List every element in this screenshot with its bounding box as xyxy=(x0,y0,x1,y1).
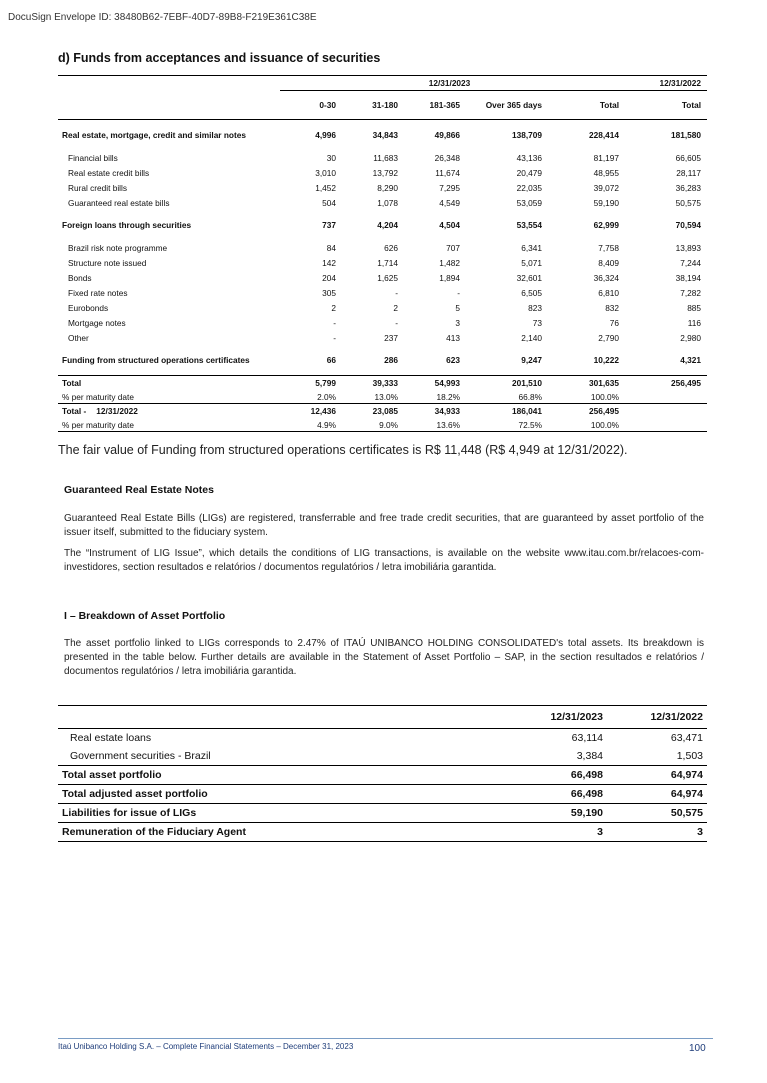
cell-value: 181,580 xyxy=(671,130,702,140)
row-label-text: Funding from structured operations certificates xyxy=(62,355,250,365)
cell-value: 10,222 xyxy=(593,355,620,365)
group-header-2022: 12/31/2022 xyxy=(625,76,707,91)
cell-value: 23,085 xyxy=(342,404,404,419)
row-label-text: % per maturity date xyxy=(62,419,134,430)
asset-table-header xyxy=(58,706,707,729)
cell-value: 138,709 xyxy=(512,130,542,140)
row-label xyxy=(58,285,280,300)
row-label-text: Financial bills xyxy=(68,152,118,163)
cell-value: 20,479 xyxy=(516,167,542,178)
cell-value: 3 xyxy=(455,317,460,328)
cell-value: 13,792 xyxy=(372,167,398,178)
row-label-text: Total adjusted asset portfolio xyxy=(62,788,208,800)
row-label xyxy=(58,390,280,404)
col-header: Total xyxy=(625,91,707,120)
cell-value: 18.2% xyxy=(436,391,460,402)
row-label xyxy=(58,376,280,391)
cell-value: 59,190 xyxy=(507,804,607,823)
guaranteed-paragraph-1: Guaranteed Real Estate Bills (LIGs) are registered, transferrable and free trade credit securities, that are guaranteed by asset portfolio of the issuer itself, submitted to the fiduciary system. xyxy=(64,513,704,538)
row-label xyxy=(58,766,507,785)
table-row xyxy=(58,165,707,180)
total-row xyxy=(58,376,707,391)
row-label-text: Eurobonds xyxy=(68,302,109,313)
row-label-text: Real estate loans xyxy=(70,732,152,744)
row-label xyxy=(58,747,507,766)
cell-value: 5 xyxy=(455,302,460,313)
subtotal-row-real-estate xyxy=(58,120,707,151)
cell-value: 43,136 xyxy=(516,152,542,163)
cell-value: 1,078 xyxy=(377,197,398,208)
cell-value: 7,244 xyxy=(680,257,702,268)
page-number: 100 xyxy=(689,1043,706,1054)
cell-value: 66,605 xyxy=(675,152,702,163)
cell-value: 7,758 xyxy=(598,242,620,253)
funds-header-groups xyxy=(58,76,707,91)
row-label xyxy=(58,270,280,285)
row-label xyxy=(58,418,280,432)
cell-value: 66 xyxy=(326,355,336,365)
cell-value: 34,843 xyxy=(372,130,398,140)
funds-table xyxy=(58,75,707,432)
col-header: 12/31/2023 xyxy=(507,706,607,729)
cell-value: 59,190 xyxy=(593,197,620,208)
cell-value: 7,282 xyxy=(680,287,702,298)
row-label xyxy=(58,315,280,330)
col-header: 0-30 xyxy=(280,91,342,120)
cell-value: 2,980 xyxy=(680,332,702,343)
cell-value: 28,117 xyxy=(676,167,702,178)
row-label xyxy=(58,300,280,315)
cell-value: 70,594 xyxy=(675,220,702,230)
row-label-text: Real estate credit bills xyxy=(68,167,150,178)
footer-divider xyxy=(58,1038,713,1039)
cell-value: - xyxy=(457,287,460,298)
cell-value: 186,041 xyxy=(466,404,548,419)
cell-value: 66,498 xyxy=(507,785,607,804)
cell-value: 707 xyxy=(446,242,460,253)
guaranteed-notes-heading: Guaranteed Real Estate Notes xyxy=(64,484,214,496)
cell-value: 413 xyxy=(446,332,460,343)
cell-value: 81,197 xyxy=(593,152,620,163)
cell-value xyxy=(625,418,707,432)
cell-value: 737 xyxy=(322,220,336,230)
row-label-text: Bonds xyxy=(68,272,92,283)
row-label-text: Structure note issued xyxy=(68,257,147,268)
section-title: d) Funds from acceptances and issuance of securities xyxy=(58,51,381,65)
row-label xyxy=(58,165,280,180)
cell-value: 1,625 xyxy=(377,272,398,283)
cell-value: 504 xyxy=(322,197,336,208)
cell-value: 7,295 xyxy=(439,182,460,193)
table-row xyxy=(58,240,707,255)
cell-value: 2,790 xyxy=(598,332,620,343)
cell-value: 256,495 xyxy=(625,376,707,391)
cell-value xyxy=(625,404,707,419)
cell-value: 256,495 xyxy=(548,404,625,419)
row-label-text: Brazil risk note programme xyxy=(68,242,168,253)
cell-value: 11,674 xyxy=(435,167,460,178)
cell-value: 8,409 xyxy=(598,257,620,268)
cell-value: 4,549 xyxy=(439,197,460,208)
row-label-text: Liabilities for issue of LIGs xyxy=(62,807,197,819)
footer-text: Itaú Unibanco Holding S.A. – Complete Financial Statements – December 31, 2023 xyxy=(58,1042,354,1051)
row-label xyxy=(58,729,507,748)
cell-value: 36,283 xyxy=(675,182,702,193)
cell-value: 63,114 xyxy=(571,732,603,744)
cell-value: 49,866 xyxy=(434,130,460,140)
cell-value: 72.5% xyxy=(466,418,548,432)
cell-value: 1,452 xyxy=(315,182,336,193)
percent-prev-row xyxy=(58,418,707,432)
cell-value: 142 xyxy=(322,257,336,268)
row-label xyxy=(58,120,280,151)
cell-value: 3 xyxy=(607,823,707,842)
cell-value: 50,575 xyxy=(675,197,702,208)
cell-value: 2,140 xyxy=(521,332,542,343)
total-prev-row xyxy=(58,404,707,419)
cell-value: 1,714 xyxy=(377,257,398,268)
row-label xyxy=(58,210,280,240)
table-row xyxy=(58,315,707,330)
cell-value: 12,436 xyxy=(280,404,342,419)
cell-value: 9.0% xyxy=(342,418,404,432)
row-label-text: Real estate, mortgage, credit and similar notes xyxy=(62,130,246,140)
cell-value: 2.0% xyxy=(317,391,336,402)
summary-row xyxy=(58,804,707,823)
subtotal-row-foreign xyxy=(58,210,707,240)
guaranteed-paragraph-2: The “Instrument of LIG Issue”, which details the conditions of LIG transactions, is available on the website www.itau.com.br/relacoes-com-investidores, section resultados e relatórios / documentos regulatórios / letra imobiliária garantida. xyxy=(64,548,704,573)
cell-value: 201,510 xyxy=(466,376,548,391)
row-label xyxy=(58,240,280,255)
cell-value: 22,035 xyxy=(516,182,542,193)
col-header: 12/31/2022 xyxy=(607,706,707,729)
cell-value: 3,384 xyxy=(576,750,603,762)
row-label-date: 12/31/2022 xyxy=(96,406,138,416)
table-row xyxy=(58,285,707,300)
cell-value: 39,333 xyxy=(342,376,404,391)
cell-value: 228,414 xyxy=(589,130,620,140)
cell-value: 53,554 xyxy=(516,220,542,230)
cell-value: 4,204 xyxy=(377,220,398,230)
row-label xyxy=(58,180,280,195)
cell-value: 301,635 xyxy=(548,376,625,391)
row-label xyxy=(58,345,280,376)
cell-value: - xyxy=(333,332,336,343)
row-label-text: Fixed rate notes xyxy=(68,287,128,298)
cell-value: 237 xyxy=(384,332,398,343)
cell-value: 62,999 xyxy=(593,220,620,230)
cell-value: 84 xyxy=(326,242,336,253)
row-label xyxy=(58,785,507,804)
cell-value: - xyxy=(333,317,336,328)
cell-value: 100.0% xyxy=(548,418,625,432)
row-label xyxy=(58,150,280,165)
cell-value: 66.8% xyxy=(518,391,542,402)
row-label xyxy=(58,195,280,210)
row-label-text: Mortgage notes xyxy=(68,317,126,328)
breakdown-heading: I – Breakdown of Asset Portfolio xyxy=(64,610,226,622)
cell-value: 30 xyxy=(326,152,336,163)
group-header-2023: 12/31/2023 xyxy=(280,76,625,91)
table-row xyxy=(58,330,707,345)
cell-value: 63,471 xyxy=(670,732,703,744)
row-label-text: Total - xyxy=(62,406,87,416)
cell-value: 2 xyxy=(331,302,336,313)
row-label-text: Total asset portfolio xyxy=(62,769,162,781)
cell-value: 2 xyxy=(393,302,398,313)
cell-value: 9,247 xyxy=(521,355,542,365)
cell-value: 6,341 xyxy=(521,242,542,253)
cell-value: 1,894 xyxy=(439,272,460,283)
cell-value: 13.0% xyxy=(374,391,398,402)
cell-value: 4,321 xyxy=(680,355,702,365)
cell-value: 4,996 xyxy=(315,130,336,140)
funds-header-columns xyxy=(58,91,707,120)
asset-portfolio-table xyxy=(58,705,707,842)
row-label-text: % per maturity date xyxy=(62,391,134,402)
col-header: 181-365 xyxy=(404,91,466,120)
cell-value: 4.9% xyxy=(280,418,342,432)
table-row xyxy=(58,150,707,165)
row-label xyxy=(58,804,507,823)
cell-value: 6,505 xyxy=(521,287,542,298)
cell-value: 13.6% xyxy=(404,418,466,432)
cell-value: 5,799 xyxy=(280,376,342,391)
cell-value: 26,348 xyxy=(434,152,460,163)
cell-value: 13,893 xyxy=(675,242,702,253)
row-label-text: Other xyxy=(68,332,89,343)
cell-value: 626 xyxy=(384,242,398,253)
table-row xyxy=(58,729,707,748)
cell-value: 1,482 xyxy=(439,257,460,268)
row-label xyxy=(58,404,280,419)
table-row xyxy=(58,255,707,270)
cell-value: 3 xyxy=(507,823,607,842)
row-label-text: Government securities - Brazil xyxy=(70,750,211,762)
cell-value: 11,683 xyxy=(373,152,398,163)
table-row xyxy=(58,180,707,195)
cell-value: - xyxy=(395,287,398,298)
cell-value: 32,601 xyxy=(516,272,542,283)
cell-value: 100.0% xyxy=(590,391,620,402)
cell-value: 1,503 xyxy=(676,750,703,762)
row-label xyxy=(58,330,280,345)
cell-value: 4,504 xyxy=(439,220,460,230)
table-row xyxy=(58,747,707,766)
col-header: Over 365 days xyxy=(466,91,548,120)
cell-value: 73 xyxy=(532,317,542,328)
cell-value: 623 xyxy=(446,355,460,365)
cell-value: 50,575 xyxy=(607,804,707,823)
cell-value: 832 xyxy=(605,302,620,313)
fair-value-note: The fair value of Funding from structured operations certificates is R$ 11,448 (R$ 4,949 at 12/31/2022). xyxy=(58,443,628,457)
table-row xyxy=(58,300,707,315)
row-label xyxy=(58,823,507,842)
cell-value: 66,498 xyxy=(507,766,607,785)
cell-value: 116 xyxy=(687,317,702,328)
cell-value: 38,194 xyxy=(675,272,702,283)
table-row xyxy=(58,195,707,210)
cell-value: 823 xyxy=(528,302,542,313)
summary-row xyxy=(58,823,707,842)
cell-value: 34,933 xyxy=(404,404,466,419)
cell-value: 286 xyxy=(384,355,398,365)
row-label xyxy=(58,255,280,270)
cell-value: 204 xyxy=(322,272,336,283)
summary-row xyxy=(58,766,707,785)
row-label-text: Total xyxy=(62,378,82,388)
cell-value: 6,810 xyxy=(598,287,620,298)
row-label-text: Rural credit bills xyxy=(68,182,128,193)
cell-value: - xyxy=(395,317,398,328)
row-label-text: Guaranteed real estate bills xyxy=(68,197,170,208)
percent-row xyxy=(58,390,707,404)
row-label-text: Remuneration of the Fiduciary Agent xyxy=(62,826,246,838)
subtotal-row-structured xyxy=(58,345,707,376)
cell-value: 305 xyxy=(322,287,336,298)
col-header: 31-180 xyxy=(342,91,404,120)
cell-value: 48,955 xyxy=(593,167,620,178)
summary-row xyxy=(58,785,707,804)
docusign-envelope-id: DocuSign Envelope ID: 38480B62-7EBF-40D7-89B8-F219E361C38E xyxy=(8,12,317,23)
cell-value: 64,974 xyxy=(607,785,707,804)
cell-value: 53,059 xyxy=(516,197,542,208)
cell-value: 3,010 xyxy=(315,167,336,178)
cell-value: 39,072 xyxy=(593,182,620,193)
table-row xyxy=(58,270,707,285)
col-header: Total xyxy=(548,91,625,120)
cell-value: 885 xyxy=(687,302,702,313)
row-label-text: Foreign loans through securities xyxy=(62,220,192,230)
cell-value xyxy=(625,390,707,404)
cell-value: 36,324 xyxy=(593,272,620,283)
breakdown-paragraph: The asset portfolio linked to LIGs corresponds to 2.47% of ITAÚ UNIBANCO HOLDING CONSOLIDATED's total assets. Its breakdown is presented in the table below. Further details are available in the Statement of Asset Portfolio – SAP, in the section resultados e relatórios / documentos regulatórios / letra imobiliária garantida. xyxy=(64,638,704,677)
cell-value: 76 xyxy=(609,317,620,328)
cell-value: 5,071 xyxy=(521,257,542,268)
cell-value: 64,974 xyxy=(607,766,707,785)
cell-value: 54,993 xyxy=(404,376,466,391)
cell-value: 8,290 xyxy=(377,182,398,193)
